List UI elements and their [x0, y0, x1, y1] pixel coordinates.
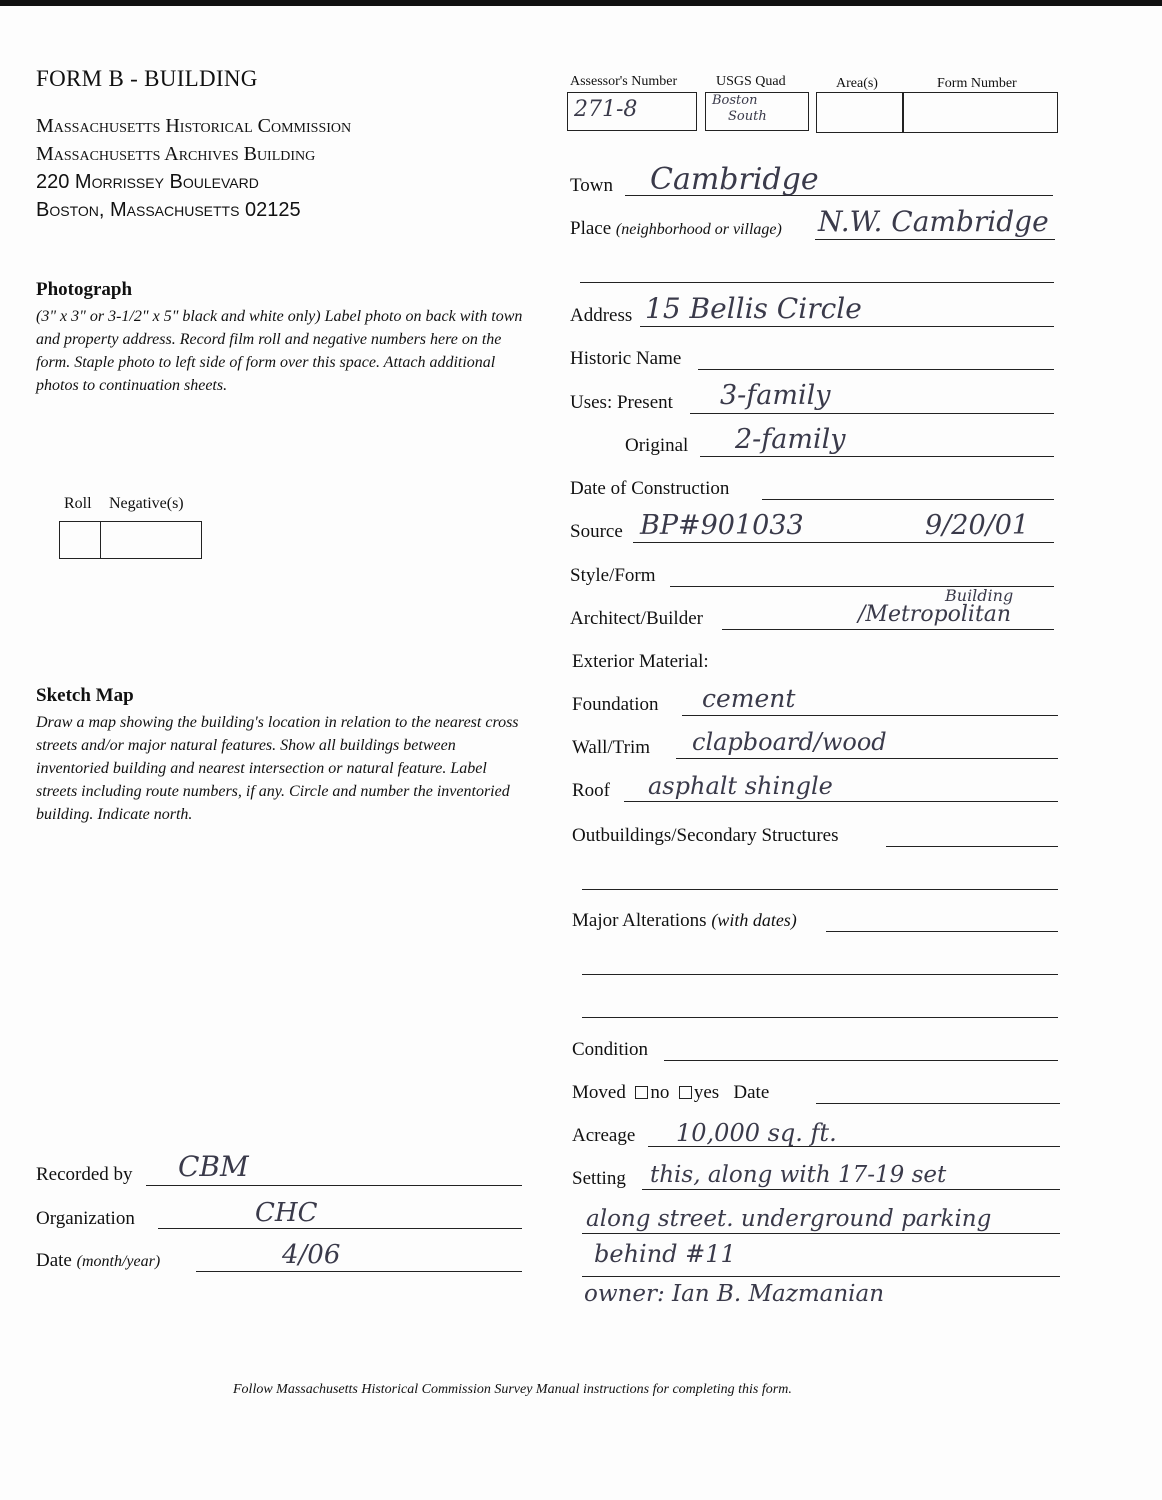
setting-value-3: behind #11	[594, 1240, 736, 1268]
wall-trim-value: clapboard/wood	[692, 728, 887, 756]
exterior-material-label: Exterior Material:	[572, 651, 709, 672]
moved-yes-checkbox[interactable]	[679, 1086, 692, 1099]
roll-label: Roll	[64, 495, 92, 512]
areas-label: Area(s)	[836, 76, 878, 91]
assessor-number-value: 271-8	[574, 97, 638, 122]
organization-value: CHC	[255, 1198, 318, 1228]
architect-line[interactable]	[722, 629, 1054, 630]
alterations-label	[572, 910, 797, 932]
historic-name-line[interactable]	[698, 369, 1054, 370]
wall-trim-label: Wall/Trim	[572, 737, 651, 758]
moved-yes-label: yes	[693, 1082, 720, 1103]
recorded-by-line[interactable]	[146, 1185, 522, 1186]
acreage-label: Acreage	[572, 1125, 636, 1146]
condition-label: Condition	[572, 1039, 649, 1060]
moved-no-label: no	[650, 1082, 670, 1103]
source-line[interactable]	[633, 542, 1054, 543]
uses-original-label: Original	[625, 435, 689, 456]
moved-date-line[interactable]	[816, 1103, 1060, 1104]
roll-box[interactable]	[59, 521, 101, 559]
wall-trim-line[interactable]	[676, 758, 1058, 759]
historic-name-label: Historic Name	[570, 348, 682, 369]
setting-value-4: owner: Ian B. Mazmanian	[584, 1281, 885, 1307]
foundation-label: Foundation	[572, 694, 659, 715]
outbuildings-line-2[interactable]	[582, 889, 1058, 890]
outbuildings-label: Outbuildings/Secondary Structures	[572, 825, 839, 846]
org-line-3: 220 Morrissey Boulevard	[36, 171, 259, 193]
usgs-quad-value-2: South	[728, 109, 767, 124]
uses-original-line[interactable]	[700, 456, 1054, 457]
town-label: Town	[570, 175, 614, 196]
photograph-instructions: (3" x 3" or 3-1/2" x 5" black and white only) Label photo on back with town and property address. Record film roll and negative numbers here on the form. Staple photo to left side of form over this space. Attach additional photos to continuation sheets.	[36, 308, 523, 394]
negatives-label: Negative(s)	[109, 495, 184, 512]
uses-original-value: 2-family	[735, 424, 846, 455]
areas-box[interactable]	[816, 92, 904, 133]
alterations-line-3[interactable]	[582, 1017, 1058, 1018]
organization-line[interactable]	[158, 1228, 522, 1229]
source-date: 9/20/01	[925, 510, 1030, 541]
moved-date-label: Date	[733, 1082, 770, 1103]
uses-present-value: 3-family	[720, 380, 831, 411]
date-construction-label: Date of Construction	[570, 478, 730, 499]
org-line-2: Massachusetts Archives Building	[36, 143, 316, 165]
town-value: Cambridge	[650, 162, 819, 197]
sketch-map-heading: Sketch Map	[36, 685, 134, 706]
address-label: Address	[570, 305, 633, 326]
photograph-heading: Photograph	[36, 279, 133, 300]
place-label	[570, 218, 782, 240]
condition-line[interactable]	[664, 1060, 1058, 1061]
address-line[interactable]	[640, 326, 1054, 327]
form-number-box[interactable]	[902, 92, 1058, 133]
outbuildings-line[interactable]	[886, 846, 1058, 847]
setting-label: Setting	[572, 1168, 626, 1189]
roof-label: Roof	[572, 780, 610, 801]
architect-value: /Metropolitan	[858, 602, 1012, 627]
place-line[interactable]	[815, 239, 1055, 240]
uses-present-label: Uses: Present	[570, 392, 673, 413]
date-label-text: Date	[36, 1250, 72, 1271]
uses-present-line[interactable]	[690, 413, 1054, 414]
setting-line-1[interactable]	[642, 1189, 1060, 1190]
setting-value-2: along street. underground parking	[586, 1206, 992, 1232]
recorded-by-value: CBM	[178, 1150, 249, 1183]
assessor-number-box[interactable]	[567, 92, 697, 131]
assessor-number-label: Assessor's Number	[570, 74, 678, 89]
moved-label: Moved	[572, 1082, 626, 1103]
recorded-by-label: Recorded by	[36, 1164, 133, 1185]
setting-line-2[interactable]	[582, 1233, 1060, 1234]
setting-line-3[interactable]	[582, 1276, 1060, 1277]
style-form-label: Style/Form	[570, 565, 656, 586]
architect-label: Architect/Builder	[570, 608, 703, 629]
date-construction-line[interactable]	[762, 499, 1054, 500]
place-label-text: Place	[570, 218, 612, 239]
address-value: 15 Bellis Circle	[645, 292, 862, 325]
alterations-line[interactable]	[826, 931, 1058, 932]
place-line-2[interactable]	[580, 282, 1054, 283]
footer-note: Follow Massachusetts Historical Commission Survey Manual instructions for completing this form.	[233, 1382, 792, 1397]
date-value: 4/06	[282, 1240, 341, 1270]
scan-edge	[0, 0, 1162, 6]
org-line-4: Boston, Massachusetts 02125	[36, 199, 301, 221]
organization-label: Organization	[36, 1208, 135, 1229]
alterations-label-suffix: (with dates)	[711, 910, 797, 930]
setting-value-1: this, along with 17-19 set	[650, 1162, 947, 1188]
date-label	[36, 1250, 160, 1272]
sketch-map-instructions: Draw a map showing the building's location in relation to the nearest cross streets and/or major natural features. Show all buildings between inventoried building and nearest intersection or natural feature. Label streets including route numbers, if any. Circle and number the inventoried building. Indicate north.	[36, 714, 519, 823]
moved-no-checkbox[interactable]	[635, 1086, 648, 1099]
negatives-box[interactable]	[100, 521, 202, 559]
architect-value-sup: Building	[945, 586, 1014, 605]
org-line-1: Massachusetts Historical Commission	[36, 115, 352, 137]
source-label: Source	[570, 521, 623, 542]
source-value: BP#901033	[640, 510, 804, 541]
usgs-quad-box[interactable]	[705, 92, 809, 131]
form-title: FORM B - BUILDING	[36, 66, 258, 91]
foundation-line[interactable]	[682, 715, 1058, 716]
roof-line[interactable]	[624, 801, 1058, 802]
alterations-line-2[interactable]	[582, 974, 1058, 975]
foundation-value: cement	[702, 684, 796, 713]
place-label-suffix: (neighborhood or village)	[615, 221, 782, 238]
form-number-label: Form Number	[937, 76, 1017, 91]
place-value: N.W. Cambridge	[818, 205, 1049, 238]
date-label-suffix: (month/year)	[76, 1253, 161, 1270]
date-line[interactable]	[196, 1271, 522, 1272]
moved-row	[572, 1082, 769, 1104]
alterations-label-text: Major Alterations	[572, 910, 707, 931]
usgs-quad-label: USGS Quad	[716, 74, 786, 89]
usgs-quad-value-1: Boston	[712, 93, 758, 108]
roof-value: asphalt shingle	[648, 772, 833, 800]
acreage-value: 10,000 sq. ft.	[676, 1119, 837, 1147]
